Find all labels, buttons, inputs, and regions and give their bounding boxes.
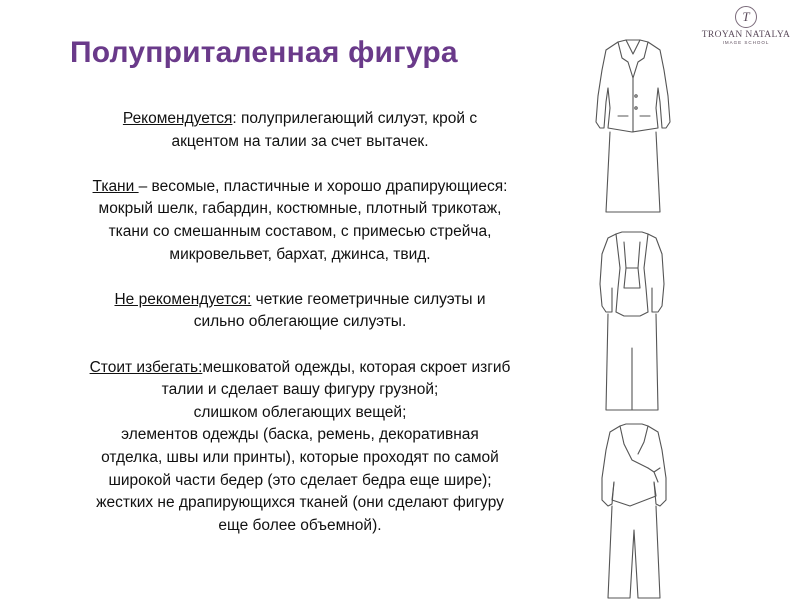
avoid-text: мешковатой одежды, которая скроет изгиб: [202, 358, 511, 376]
spacer: [20, 334, 580, 357]
recommended-line-1: [20, 108, 580, 131]
jacket-skirt-sketch-icon: [588, 36, 678, 220]
not-recommended-line-1: [20, 289, 580, 312]
avoid-line-1: [20, 357, 580, 380]
logo-name: TROYAN NATALYA: [701, 30, 791, 40]
avoid-label: Стоит избегать:: [89, 358, 203, 376]
spacer: [20, 266, 580, 289]
brand-logo: [696, 6, 796, 46]
fabrics-line-4: микровельвет, бархат, джинса, твид.: [169, 245, 431, 263]
fabrics-label: Ткани: [92, 177, 139, 195]
logo-monogram-icon: T: [735, 6, 757, 28]
recommended-text: : полуприлегающий силуэт, крой с: [232, 110, 478, 127]
avoid-line-5: отделка, швы или принты), которые проходят по самой: [101, 448, 499, 466]
avoid-line-3: слишком облегающих вещей;: [193, 403, 407, 421]
wrap-jacket-trousers-sketch-icon: [596, 420, 672, 600]
logo-subtitle: IMAGE SCHOOL: [722, 40, 770, 45]
recommended-line-2: акцентом на талии за счет вытачек.: [171, 132, 429, 150]
avoid-line-4: элементов одежды (баска, ремень, декоративная: [121, 426, 479, 444]
page-title: Полуприталенная фигура: [70, 36, 458, 69]
fabrics-line-3: ткани со смешанным составом, с примесью стрейча,: [108, 222, 492, 240]
avoid-line-6: широкой части бедер (это сделает бедра еще шире);: [108, 471, 492, 489]
recommendations-text: [20, 108, 580, 537]
vest-skirt-sketch-icon: [594, 228, 670, 412]
fabrics-line-1: [20, 176, 580, 199]
avoid-line-7: жестких не драпирующихся тканей (они сделают фигуру: [96, 494, 504, 512]
spacer: [20, 153, 580, 176]
not-recommended-label: Не рекомендуется:: [114, 290, 252, 308]
avoid-line-8: еще более объемной).: [218, 516, 382, 534]
avoid-line-2: талии и сделает вашу фигуру грузной;: [161, 381, 439, 399]
fabrics-line-2: мокрый шелк, габардин, костюмные, плотный трикотаж,: [98, 200, 502, 218]
recommended-label: Рекомендуется: [122, 110, 233, 127]
fabrics-text: – весомые, пластичные и хорошо драпирующиеся:: [138, 177, 508, 195]
not-recommended-text: четкие геометричные силуэты и: [251, 290, 486, 308]
not-recommended-line-2: сильно облегающие силуэты.: [193, 313, 407, 331]
